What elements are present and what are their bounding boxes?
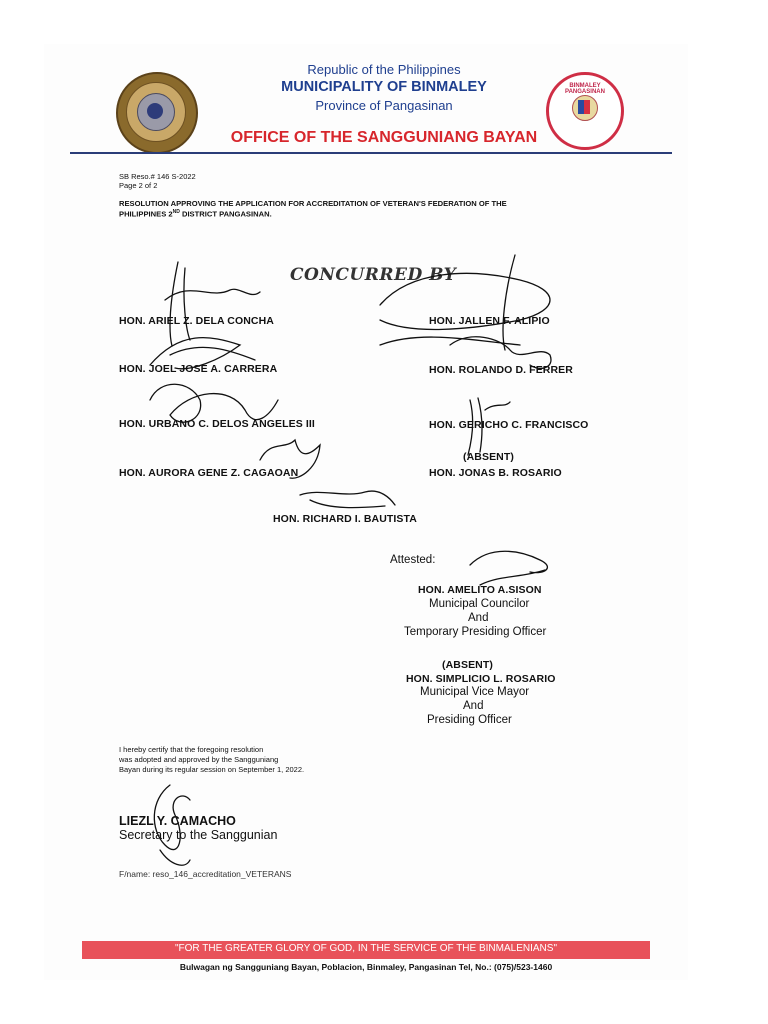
attested-role: Temporary Presiding Officer — [404, 626, 547, 638]
certification-text: was adopted and approved by the Sangguniang — [119, 755, 279, 764]
signatory-name-left: HON. JOEL JOSE A. CARRERA — [119, 363, 278, 375]
header-rule — [70, 152, 672, 154]
page-number: Page 2 of 2 — [119, 181, 158, 190]
attested-label: Attested: — [390, 554, 436, 566]
vice-mayor-role: And — [463, 700, 484, 712]
footer-address: Bulwagan ng Sangguniang Bayan, Poblacion, Binmaley, Pangasinan Tel, No.: (075)/523-1460 — [179, 962, 553, 972]
certification-text: I hereby certify that the foregoing resolution — [119, 745, 264, 754]
signatory-name-left: HON. URBANO C. DELOS ANGELES III — [119, 418, 315, 430]
attested-role: Municipal Councilor — [429, 598, 530, 610]
signatory-name-right: HON. ROLANDO D. FERRER — [429, 364, 573, 376]
province-line: Province of Pangasinan — [315, 98, 453, 113]
office-title: OFFICE OF THE SANGGUNIANG BAYAN — [230, 129, 538, 146]
footer-motto: "FOR THE GREATER GLORY OF GOD, IN THE SERVICE OF THE BINMALENIANS" — [175, 943, 557, 954]
concurred-by-heading: CONCURRED BY — [290, 265, 457, 285]
file-name: F/name: reso_146_accreditation_VETERANS — [119, 869, 292, 879]
signatory-name-right: HON. JONAS B. ROSARIO — [429, 467, 562, 479]
resolution-title-line-2: PHILIPPINES 2ND DISTRICT PANGASINAN. — [119, 209, 272, 219]
vice-mayor-role: Municipal Vice Mayor — [420, 686, 530, 698]
republic-line: Republic of the Philippines — [307, 62, 461, 77]
signatory-name-right: HON. GERICHO C. FRANCISCO — [429, 419, 589, 431]
vice-mayor-name: HON. SIMPLICIO L. ROSARIO — [406, 673, 556, 685]
seal-text: BINMALEY PANGASINAN — [565, 83, 605, 95]
resolution-title-line-1: RESOLUTION APPROVING THE APPLICATION FOR ACCREDITATION OF VETERAN'S FEDERATION OF THE — [119, 199, 507, 208]
signatory-name-left: HON. ARIEL Z. DELA CONCHA — [119, 315, 274, 327]
absent-label: (ABSENT) — [463, 451, 514, 463]
attested-name: HON. AMELITO A.SISON — [418, 584, 542, 596]
vice-mayor-role: Presiding Officer — [427, 714, 512, 726]
signatory-name-left: HON. AURORA GENE Z. CAGAOAN — [119, 467, 299, 479]
attested-role: And — [468, 612, 489, 624]
vice-mayor-absent: (ABSENT) — [442, 659, 493, 671]
signatory-name-right: HON. JALLEN F. ALIPIO — [429, 315, 550, 327]
reso-number: SB Reso.# 146 S-2022 — [119, 172, 196, 181]
certification-text: Bayan during its regular session on September 1, 2022. — [119, 765, 305, 774]
signatory-name-center: HON. RICHARD I. BAUTISTA — [273, 513, 417, 525]
municipality-title: MUNICIPALITY OF BINMALEY — [281, 79, 487, 95]
secretary-name: LIEZL Y. CAMACHO — [119, 814, 236, 828]
secretary-role: Secretary to the Sanggunian — [119, 828, 278, 842]
